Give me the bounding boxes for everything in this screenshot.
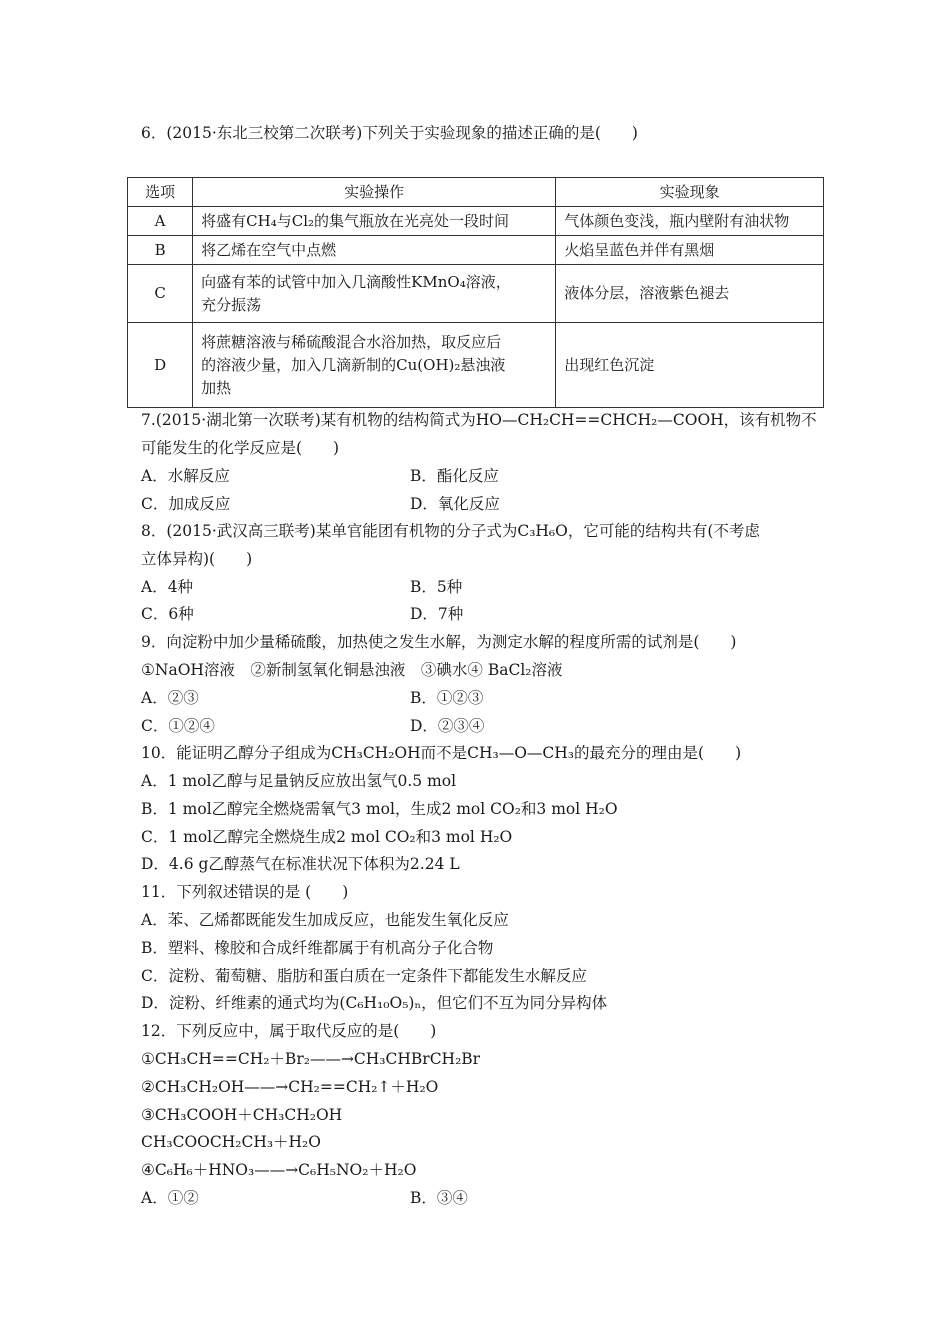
q8-stem-line2: 立体异构)( ) <box>141 550 253 568</box>
row-operation-line: 充分振荡 <box>201 295 262 314</box>
q10-stem: 10．能证明乙醇分子组成为CH₃CH₂OH而不是CH₃—O—CH₃的最充分的理由是( ) <box>141 744 742 762</box>
row-operation <box>193 323 556 408</box>
row-operation-line: 向盛有苯的试管中加入几滴酸性KMnO₄溶液， <box>201 272 511 291</box>
row-operation-line: 将蔗糖溶液与稀硫酸混合水浴加热，取反应后 <box>201 332 502 351</box>
table-header-row <box>128 178 824 207</box>
q8-option-c: C．6种 <box>141 605 194 623</box>
q9-stem-line1: 9．向淀粉中加少量稀硫酸，加热使之发生水解，为测定水解的程度所需的试剂是( ) <box>141 633 737 651</box>
q10-option-b: B．1 mol乙醇完全燃烧需氧气3 mol，生成2 mol CO₂和3 mol H₂O <box>141 800 618 818</box>
row-phenomenon: 液体分层，溶液紫色褪去 <box>556 265 824 323</box>
q9-option-c: C．①②④ <box>141 717 215 735</box>
q11-option-b: B．塑料、橡胶和合成纤维都属于有机高分子化合物 <box>141 939 494 957</box>
q11-option-d: D．淀粉、纤维素的通式均为(C₆H₁₀O₅)ₙ，但它们不互为同分异构体 <box>141 994 608 1012</box>
q12-option-b: B．③④ <box>410 1189 468 1207</box>
experiment-table <box>127 177 824 408</box>
q12-reaction-3-product: CH₃COOCH₂CH₃＋H₂O <box>141 1133 321 1151</box>
row-option: C <box>128 265 193 323</box>
q7-option-d: D．氧化反应 <box>410 495 500 513</box>
q7-stem-line1: 7.(2015·湖北第一次联考)某有机物的结构简式为HO—CH₂CH==CHCH₂—COOH，该有机物不 <box>141 411 817 429</box>
q9-option-a: A．②③ <box>141 689 199 707</box>
q7-option-c: C．加成反应 <box>141 495 231 513</box>
row-phenomenon: 气体颜色变浅，瓶内壁附有油状物 <box>556 207 824 236</box>
q7-option-b: B．酯化反应 <box>410 467 499 485</box>
row-operation-line: 加热 <box>201 378 232 397</box>
q8-option-d: D．7种 <box>410 605 464 623</box>
q10-option-d: D．4.6 g乙醇蒸气在标准状况下体积为2.24 L <box>141 855 460 873</box>
q8-stem-line1: 8．(2015·武汉高三联考)某单官能团有机物的分子式为C₃H₆O，它可能的结构共有(不考虑 <box>141 522 760 540</box>
q10-option-c: C．1 mol乙醇完全燃烧生成2 mol CO₂和3 mol H₂O <box>141 828 513 846</box>
q12-option-a: A．①② <box>141 1189 199 1207</box>
q6-stem: 6．(2015·东北三校第二次联考)下列关于实验现象的描述正确的是( ) <box>141 124 638 142</box>
row-phenomenon: 出现红色沉淀 <box>556 323 824 408</box>
row-operation <box>193 265 556 323</box>
q8-option-b: B．5种 <box>410 578 463 596</box>
row-option: A <box>128 207 193 236</box>
table-row <box>128 207 824 236</box>
q11-option-c: C．淀粉、葡萄糖、脂肪和蛋白质在一定条件下都能发生水解反应 <box>141 967 587 985</box>
row-operation: 将盛有CH₄与Cl₂的集气瓶放在光亮处一段时间 <box>193 207 556 236</box>
q9-option-d: D．②③④ <box>410 717 485 735</box>
header-phenomenon: 实验现象 <box>556 178 824 207</box>
table-row <box>128 265 824 323</box>
header-option: 选项 <box>128 178 193 207</box>
header-operation: 实验操作 <box>193 178 556 207</box>
table-row <box>128 323 824 408</box>
q11-option-a: A．苯、乙烯都既能发生加成反应，也能发生氧化反应 <box>141 911 509 929</box>
row-option: D <box>128 323 193 408</box>
q9-stem-line2: ①NaOH溶液 ②新制氢氧化铜悬浊液 ③碘水④ BaCl₂溶液 <box>141 661 563 679</box>
q10-option-a: A．1 mol乙醇与足量钠反应放出氢气0.5 mol <box>141 772 457 790</box>
q12-stem: 12．下列反应中，属于取代反应的是( ) <box>141 1022 437 1040</box>
q12-reaction-4: ④C₆H₆＋HNO₃——→C₆H₅NO₂＋H₂O <box>141 1161 417 1179</box>
table-row <box>128 236 824 265</box>
row-phenomenon: 火焰呈蓝色并伴有黑烟 <box>556 236 824 265</box>
row-operation-line: 的溶液少量，加入几滴新制的Cu(OH)₂悬浊液 <box>201 355 506 374</box>
q8-option-a: A．4种 <box>141 578 194 596</box>
q12-reaction-1: ①CH₃CH==CH₂＋Br₂——→CH₃CHBrCH₂Br <box>141 1050 481 1068</box>
q7-option-a: A．水解反应 <box>141 467 230 485</box>
row-option: B <box>128 236 193 265</box>
row-operation: 将乙烯在空气中点燃 <box>193 236 556 265</box>
q9-option-b: B．①②③ <box>410 689 484 707</box>
q12-reaction-3: ③CH₃COOH＋CH₃CH₂OH <box>141 1106 343 1124</box>
q12-reaction-2: ②CH₃CH₂OH——→CH₂==CH₂↑＋H₂O <box>141 1078 439 1096</box>
q11-stem: 11．下列叙述错误的是 ( ) <box>141 883 349 901</box>
q7-stem-line2: 可能发生的化学反应是( ) <box>141 439 340 457</box>
